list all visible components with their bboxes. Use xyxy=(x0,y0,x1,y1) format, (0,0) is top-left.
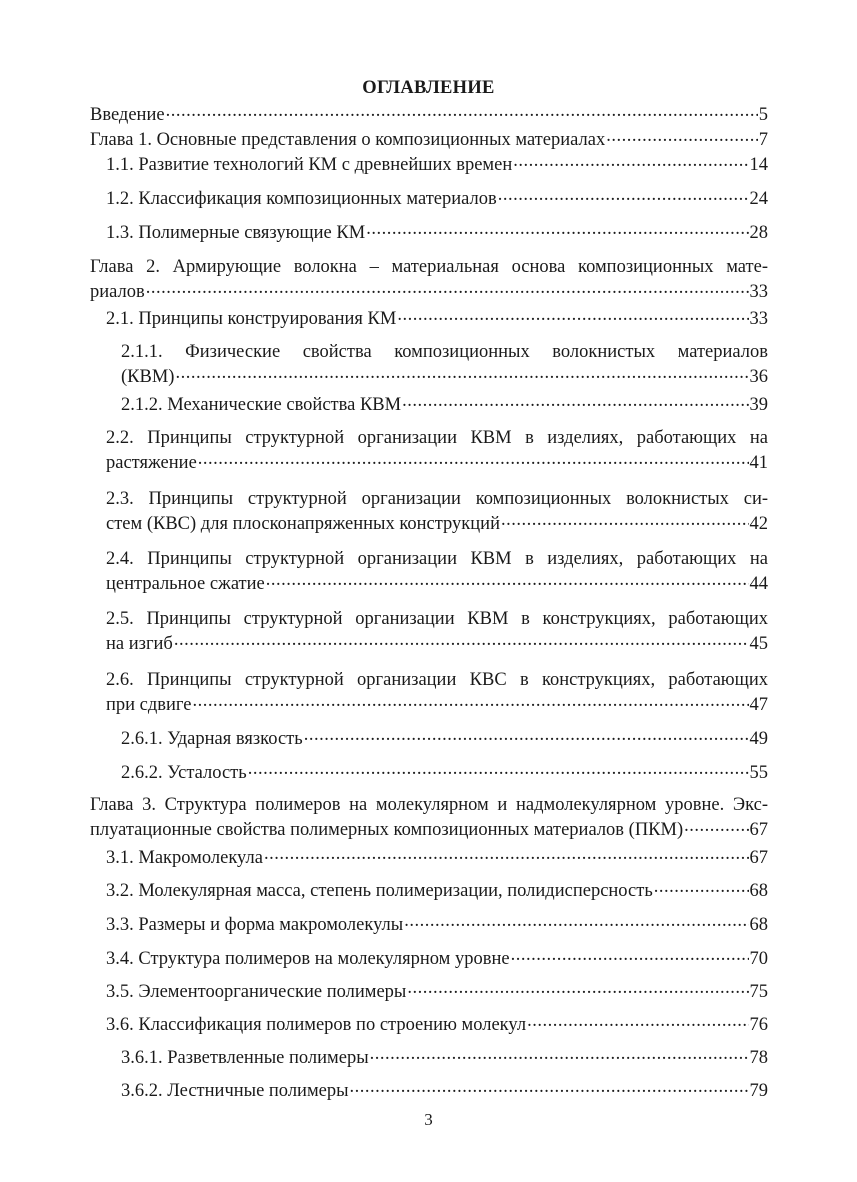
toc-entry-text: (КВМ) xyxy=(121,367,175,387)
toc-entry[interactable] xyxy=(90,946,768,970)
toc-page-number: 14 xyxy=(749,155,768,175)
toc-entry-line xyxy=(106,692,768,716)
dot-leader xyxy=(370,1045,749,1063)
dot-leader xyxy=(511,946,749,964)
toc-entry-text: 3.4. Структура полимеров на молекулярном уровне xyxy=(106,949,510,969)
dot-leader xyxy=(193,692,749,710)
toc-entry-line xyxy=(106,979,768,1003)
toc-entry-text: 2.1.2. Механические свойства КВМ xyxy=(121,395,402,415)
toc-entry[interactable] xyxy=(90,726,768,750)
toc-entry-text: 2.5. Принципы структурной организации КВМ в конструкциях, работающих xyxy=(106,609,768,629)
toc-page-number: 70 xyxy=(749,949,768,969)
dot-leader xyxy=(366,220,748,238)
toc-page-number: 68 xyxy=(749,915,768,935)
dot-leader xyxy=(166,102,758,120)
toc-entry[interactable] xyxy=(90,793,768,841)
toc-page-number: 55 xyxy=(749,763,768,783)
dot-leader xyxy=(684,817,748,835)
toc-page-number: 33 xyxy=(749,309,768,329)
toc-entry-text: 3.6. Классификация полимеров по строению молекул xyxy=(106,1015,527,1035)
toc-entry-text: Глава 2. Армирующие волокна – материальная основа композиционных мате- xyxy=(90,257,768,277)
toc-entry-text: 1.2. Классификация композиционных материалов xyxy=(106,189,497,209)
toc-entry-text: 2.1.1. Физические свойства композиционных волокнистых материалов xyxy=(121,342,768,362)
toc-entry-text: 2.6. Принципы структурной организации КВС в конструкциях, работающих xyxy=(106,670,768,690)
dot-leader xyxy=(146,279,749,297)
toc-page-number: 24 xyxy=(749,189,768,209)
toc-entry[interactable] xyxy=(90,668,768,716)
toc-entry-line xyxy=(106,912,768,936)
toc-entry-text: 2.6.1. Ударная вязкость xyxy=(121,729,303,749)
toc-page-number: 44 xyxy=(749,574,768,594)
dot-leader xyxy=(175,364,748,382)
toc-page-number: 33 xyxy=(749,282,768,302)
dot-leader xyxy=(501,511,749,529)
toc-page-number: 39 xyxy=(749,395,768,415)
toc-entry-line xyxy=(106,152,768,176)
dot-leader xyxy=(527,1012,748,1030)
dot-leader xyxy=(498,186,749,204)
toc-entry[interactable] xyxy=(90,760,768,784)
toc-entry[interactable] xyxy=(90,186,768,210)
toc-entry[interactable] xyxy=(90,845,768,869)
toc-entry[interactable] xyxy=(90,392,768,416)
toc-entry-line xyxy=(106,946,768,970)
toc-entry[interactable] xyxy=(90,1045,768,1069)
toc-entry[interactable] xyxy=(90,426,768,474)
toc-page-number: 76 xyxy=(749,1015,768,1035)
toc-entry-line xyxy=(106,631,768,655)
toc-entry[interactable] xyxy=(90,255,768,303)
toc-entry-line xyxy=(121,392,768,416)
toc-entry-text: риалов xyxy=(90,282,145,302)
toc-entry-text: 2.4. Принципы структурной организации КВМ в изделиях, работающих на xyxy=(106,549,768,569)
dot-leader xyxy=(407,979,748,997)
toc-entry-text: 3.1. Макромолекула xyxy=(106,848,263,868)
toc-entry-text: 3.5. Элементоорганические полимеры xyxy=(106,982,407,1002)
dot-leader xyxy=(248,760,749,778)
toc-page-number: 49 xyxy=(749,729,768,749)
toc-entry[interactable] xyxy=(90,102,768,126)
toc-entry[interactable] xyxy=(90,1078,768,1102)
toc-entry-text: 2.3. Принципы структурной организации композиционных волокнистых си- xyxy=(106,489,768,509)
toc-entry[interactable] xyxy=(90,912,768,936)
dot-leader xyxy=(174,631,749,649)
toc-page-number: 75 xyxy=(749,982,768,1002)
toc-entry-line xyxy=(106,450,768,474)
toc-entry-text: 1.1. Развитие технологий КМ с древнейших времен xyxy=(106,155,513,175)
dot-leader xyxy=(513,152,748,170)
toc-entry[interactable] xyxy=(90,220,768,244)
dot-leader xyxy=(404,912,748,930)
toc-entry[interactable] xyxy=(90,127,768,151)
toc-entry-text: Введение xyxy=(90,105,165,125)
dot-leader xyxy=(397,306,748,324)
toc-entry[interactable] xyxy=(90,979,768,1003)
page-number: 3 xyxy=(424,1110,433,1129)
toc-entry-text: центральное сжатие xyxy=(106,574,265,594)
toc-page-number: 28 xyxy=(749,223,768,243)
toc-page-number: 7 xyxy=(758,130,768,150)
dot-leader xyxy=(606,127,758,145)
toc-page-number: 78 xyxy=(749,1048,768,1068)
toc-page-number: 5 xyxy=(758,105,768,125)
dot-leader xyxy=(266,571,749,589)
toc-entry-text: при сдвиге xyxy=(106,695,192,715)
toc-entry-text: 3.3. Размеры и форма макромолекулы xyxy=(106,915,404,935)
toc-entry-line xyxy=(106,511,768,535)
dot-leader xyxy=(402,392,748,410)
toc-entry-line xyxy=(121,1045,768,1069)
toc-entry[interactable] xyxy=(90,547,768,595)
toc-page-number: 68 xyxy=(749,881,768,901)
toc-entry-text: 1.3. Полимерные связующие КМ xyxy=(106,223,366,243)
toc-entry[interactable] xyxy=(90,306,768,330)
toc-page-number: 79 xyxy=(749,1081,768,1101)
toc-entry-text: стем (КВС) для плосконапряженных конструкций xyxy=(106,514,500,534)
toc-entry[interactable] xyxy=(90,340,768,388)
toc-entry-text: 3.6.1. Разветвленные полимеры xyxy=(121,1048,369,1068)
toc-page-number: 42 xyxy=(749,514,768,534)
toc-entry-line xyxy=(90,279,768,303)
toc-entry-line xyxy=(106,186,768,210)
toc-entry-line xyxy=(121,1078,768,1102)
toc-entry[interactable] xyxy=(90,878,768,902)
toc-entry-text: 2.6.2. Усталость xyxy=(121,763,247,783)
toc-entry-text: плуатационные свойства полимерных композиционных материалов (ПКМ) xyxy=(90,820,684,840)
dot-leader xyxy=(350,1078,749,1096)
toc-page-number: 36 xyxy=(749,367,768,387)
page-title: ОГЛАВЛЕНИЕ xyxy=(362,78,495,98)
toc-entry-text: Глава 1. Основные представления о композиционных материалах xyxy=(90,130,606,150)
toc-entry-line xyxy=(90,817,768,841)
toc-entry-text: растяжение xyxy=(106,453,197,473)
toc-entry-line xyxy=(106,220,768,244)
toc-entry-text: Глава 3. Структура полимеров на молекулярном и надмолекулярном уровне. Экс- xyxy=(90,795,768,815)
toc-page-number: 45 xyxy=(749,634,768,654)
toc-entry[interactable] xyxy=(90,152,768,176)
toc-entry-text: 2.1. Принципы конструирования КМ xyxy=(106,309,397,329)
toc-entry-text: 3.6.2. Лестничные полимеры xyxy=(121,1081,349,1101)
toc-entry-line xyxy=(106,878,768,902)
toc-page-number: 67 xyxy=(749,820,768,840)
toc-entry[interactable] xyxy=(90,607,768,655)
toc-page-number: 41 xyxy=(749,453,768,473)
dot-leader xyxy=(198,450,749,468)
toc-entry-line xyxy=(90,127,768,151)
toc-entry-line xyxy=(90,102,768,126)
toc-entry-line xyxy=(106,306,768,330)
toc-page-number: 67 xyxy=(749,848,768,868)
toc-entry-text: 3.2. Молекулярная масса, степень полимеризации, полидисперсность xyxy=(106,881,653,901)
toc-page-number: 47 xyxy=(749,695,768,715)
toc-entry-line xyxy=(106,571,768,595)
toc-entry-line xyxy=(106,845,768,869)
toc-entry-text: 2.2. Принципы структурной организации КВМ в изделиях, работающих на xyxy=(106,428,768,448)
dot-leader xyxy=(304,726,749,744)
toc-entry-line xyxy=(106,1012,768,1036)
toc-entry-line xyxy=(121,760,768,784)
dot-leader xyxy=(654,878,749,896)
dot-leader xyxy=(264,845,749,863)
toc-entry-line xyxy=(121,364,768,388)
toc-entry[interactable] xyxy=(90,487,768,535)
toc-entry[interactable] xyxy=(90,1012,768,1036)
toc-entry-text: на изгиб xyxy=(106,634,173,654)
toc-entry-line xyxy=(121,726,768,750)
